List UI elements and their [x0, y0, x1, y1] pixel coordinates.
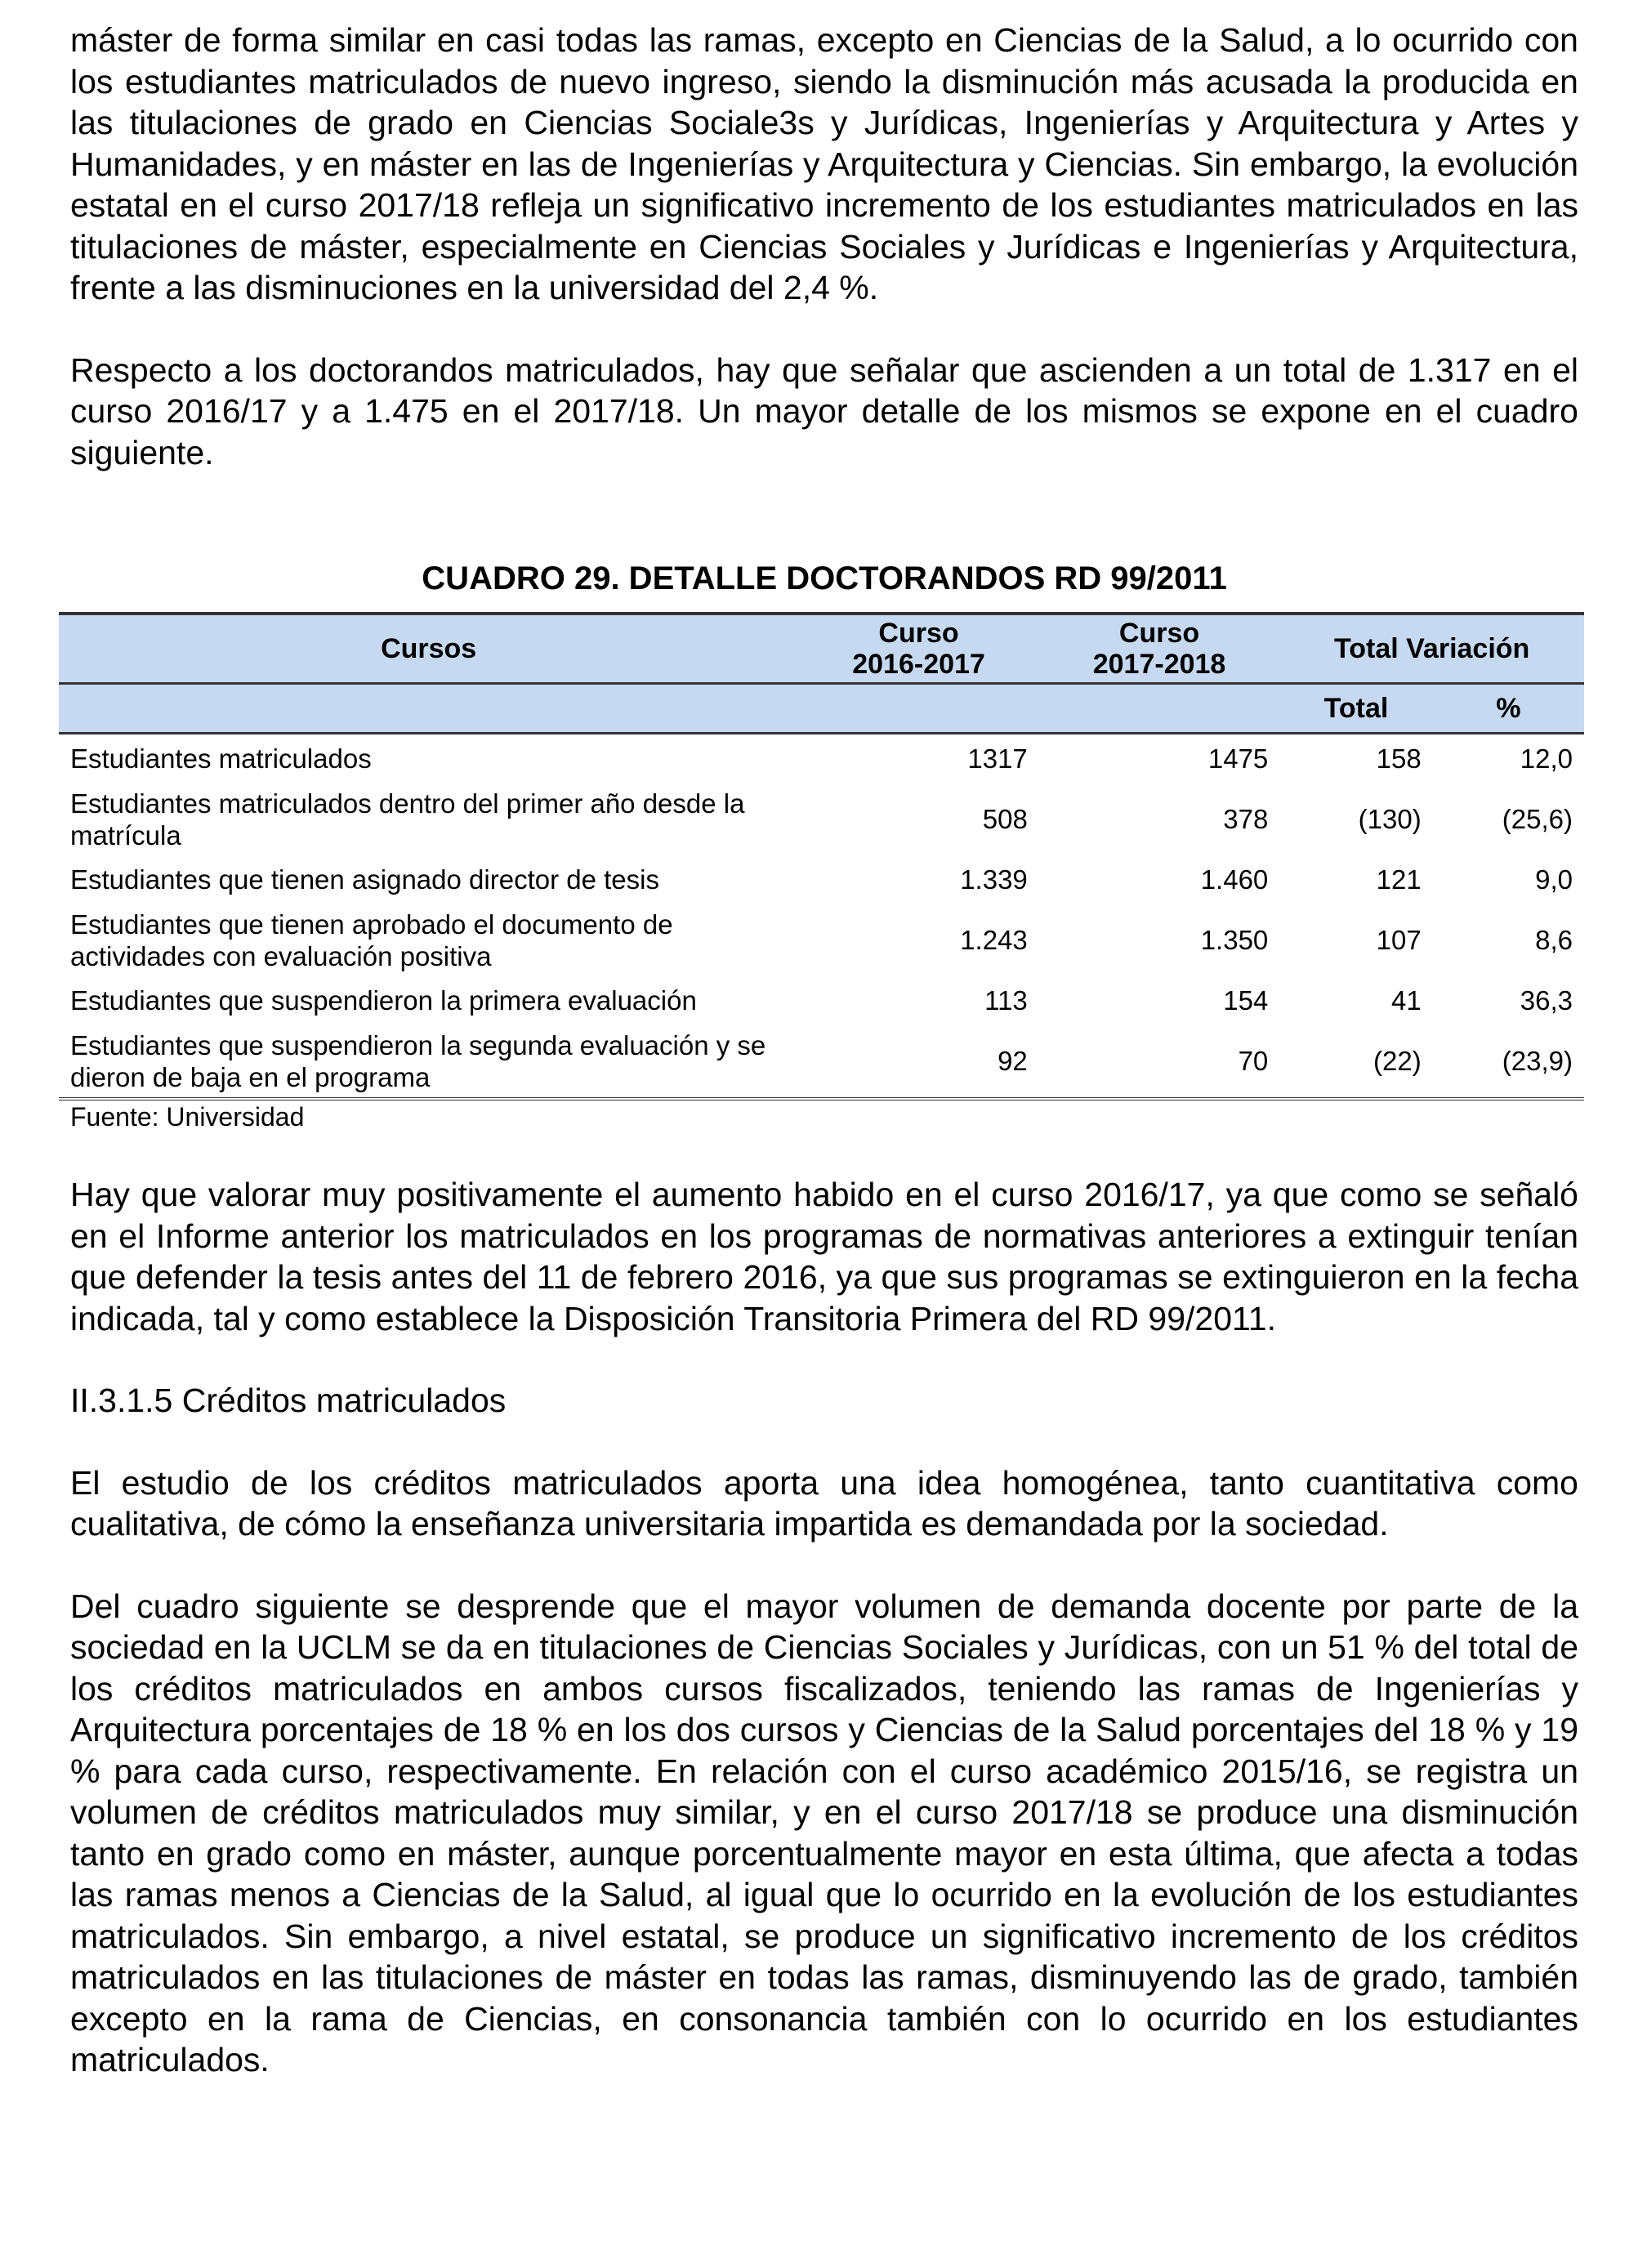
subheader-empty [1039, 684, 1280, 734]
header-curso-b-line2: 2017-2018 [1092, 649, 1226, 680]
cell-total: 158 [1376, 743, 1422, 774]
cell-percent: (23,9) [1433, 1025, 1584, 1099]
paragraph-cuadro-siguiente: Del cuadro siguiente se desprende que el mayor volumen de demanda docente por parte de la sociedad en la UCLM se da en titulaciones de Ciencias Sociales y Jurídicas, con un 51 % del total de los créditos matriculados en ambos cursos fiscalizados, teniendo las ramas de Ingenierías y Arquitectura porcentajes de 18 % en los dos cursos y Ciencias de la Salud porcentajes del 18 % y 19 % para cada curso, respectivamente. En relación con el curso académico 2015/16, se registra un volumen de créditos matriculados muy similar, y en el curso 2017/18 se produce una disminución tanto en grado como en máster, aunque porcentualmente mayor en esta última, que afecta a todas las ramas menos a Ciencias de la Salud, al igual que lo ocurrido en la evolución de los estudiantes matriculados. Sin embargo, a nivel estatal, se produce un significativo incremento de los créditos matriculados en las titulaciones de máster en todas las ramas, disminuyendo las de grado, también excepto en la rama de Ciencias, en consonancia también con lo ocurrido en los estudiantes matriculados. [70, 1587, 1578, 2078]
row-label: Estudiantes que tienen asignado director de tesis [70, 864, 659, 895]
header-curso-b-line1: Curso [1118, 618, 1200, 649]
cell-percent: 8,6 [1535, 925, 1573, 955]
cell-2017-2018: 154 [1223, 985, 1269, 1016]
table-source: Fuente: Universidad [70, 1102, 305, 1132]
cell-2016-2017: 1.243 [960, 925, 1028, 955]
table-row [59, 855, 1584, 904]
row-label: Estudiantes matriculados dentro del primer año desde la matrícula [70, 788, 745, 850]
row-label: Estudiantes matriculados [70, 743, 372, 774]
paragraph-aumento-doctorandos: Hay que valorar muy positivamente el aumento habido en el curso 2016/17, ya que como se señaló en el Informe anterior los matriculados en los programas de normativas anteriores a extinguir tenían que defender la tesis antes del 11 de febrero 2016, ya que sus programas se extinguieron en la fecha indicada, tal y como establece la Disposición Transitoria Primera del RD 99/2011. [70, 1176, 1578, 1337]
cell-2016-2017: 1317 [967, 743, 1028, 774]
document-page [70, 20, 1578, 2081]
cell-2016-2017: 1.339 [960, 864, 1028, 895]
cell-2017-2018: 1.460 [1200, 864, 1269, 895]
cell-2017-2018: 378 [1223, 804, 1269, 834]
header-curso-a-line2: 2016-2017 [852, 649, 985, 680]
cell-2017-2018: 1.350 [1200, 925, 1269, 955]
header-cursos: Cursos [59, 614, 798, 684]
table-row [59, 734, 1584, 784]
subheader-empty [798, 684, 1039, 734]
cell-total: 41 [1390, 985, 1422, 1016]
cell-total: 107 [1376, 925, 1422, 955]
table-subheader-row [59, 684, 1584, 734]
table-caption: CUADRO 29. DETALLE DOCTORANDOS RD 99/2011 [422, 560, 1227, 596]
header-total-variacion: Total Variación [1279, 614, 1584, 684]
cell-2016-2017: 508 [982, 804, 1028, 834]
table-row [59, 783, 1584, 855]
subheader-total: Total [1279, 684, 1432, 734]
section-heading-creditos: II.3.1.5 Créditos matriculados [70, 1382, 507, 1419]
paragraph-doctorandos: Respecto a los doctorandos matriculados, hay que señalar que ascienden a un total de 1.317 en el curso 2016/17 y a 1.475 en el 2017/18. Un mayor detalle de los mismos se expone en el cuadro siguiente. [70, 350, 1578, 471]
cell-total: (22) [1279, 1025, 1432, 1099]
cell-percent: 36,3 [1520, 985, 1573, 1016]
table-row [59, 904, 1584, 976]
cell-total: 121 [1376, 864, 1422, 895]
paragraph-master-evolucion: máster de forma similar en casi todas las ramas, excepto en Ciencias de la Salud, a lo ocurrido con los estudiantes matriculados de nuevo ingreso, siendo la disminución más acusada la producida en las titulaciones de grado en Ciencias Sociale3s y Jurídicas, Ingenierías y Arquitectura y Artes y Humanidades, y en máster en las de Ingenierías y Arquitectura y Ciencias. Sin embargo, la evolución estatal en el curso 2017/18 refleja un significativo incremento de los estudiantes matriculados en las titulaciones de máster, especialmente en Ciencias Sociales y Jurídicas e Ingenierías y Arquitectura, frente a las disminuciones en la universidad del 2,4 %. [70, 21, 1578, 306]
cell-percent: 12,0 [1520, 743, 1573, 774]
subheader-percent: % [1433, 684, 1584, 734]
table-row [59, 1025, 1584, 1099]
table-row [59, 976, 1584, 1025]
table-header-row [59, 614, 1584, 684]
row-label: Estudiantes que suspendieron la primera evaluación [70, 985, 697, 1016]
header-curso-a-line1: Curso [878, 618, 959, 649]
cell-2016-2017: 113 [984, 985, 1028, 1016]
doctorandos-table [59, 612, 1584, 1101]
cell-percent: 9,0 [1535, 864, 1573, 895]
subheader-empty [59, 684, 798, 734]
header-curso-2016-2017 [798, 614, 1039, 684]
cell-2017-2018: 70 [1039, 1025, 1280, 1099]
cell-2016-2017: 92 [798, 1025, 1039, 1099]
header-curso-2017-2018 [1039, 614, 1280, 684]
row-label: Estudiantes que suspendieron la segunda evaluación y se dieron de baja en el programa [59, 1025, 798, 1099]
paragraph-estudio-creditos: El estudio de los créditos matriculados aporta una idea homogénea, tanto cuantitativa como cualitativa, de cómo la enseñanza universitaria impartida es demandada por la sociedad. [70, 1463, 1578, 1543]
row-label: Estudiantes que tienen aprobado el documento de actividades con evaluación positiva [70, 909, 673, 971]
cell-percent: (25,6) [1502, 804, 1573, 834]
cell-2017-2018: 1475 [1207, 743, 1269, 774]
cell-total: (130) [1358, 804, 1422, 834]
